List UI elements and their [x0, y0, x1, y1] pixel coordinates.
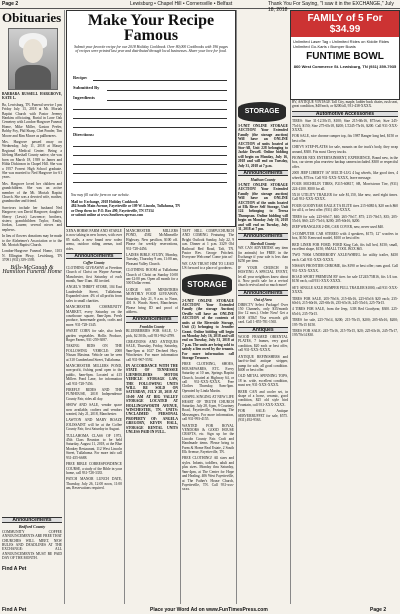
funeral-home-logo: Bills-McGaugh & Hamilton Funeral Home: [2, 264, 62, 276]
funtime-bowl-ad[interactable]: [290, 10, 400, 100]
county-subheading: Franklin County: [139, 324, 165, 329]
automotive-heading: Automotive Accessories: [292, 111, 398, 117]
family-deal-banner: FAMILY of 5 For $34.99: [291, 11, 399, 37]
family-deal-details: Unlimited Laser Tag • Unlimited Rides on Kiddie Rides Unlimited Go-Karts • Bumper Boats: [293, 39, 390, 49]
automotive-classifieds: [292, 100, 398, 604]
classified-item: BEER CAN and cooler set, in shape of a horse, ceramic, good condition, $25 old style bird Fountain, call 931-XXX-XXXX.: [238, 389, 288, 407]
classified-item: WANTED FOR ROYAL VENDORS & GOOD HOUSE CRAFTS, etc. Sign up for the Lincoln County Fair. Craft and Handmade items. Please bring to Farm & Home Real Estate, 2 South Elk Avenue, Fayetteville, TN.: [182, 423, 234, 455]
recipe-mailing-info: Mail to: Exchange, 2018 Holiday Cookbook 484 South Main Avenue, Fayetteville or 109 W. Lincoln, Tullahoma, TN or Drop them to: P.O. Box 490, Fayetteville, TN 37334 or submit online at www.Southern.xpresso.com: [71, 200, 181, 217]
obituary-text: [2, 92, 62, 512]
page-header: [0, 0, 400, 13]
classified-item: ROAD SPORT PREMIUM RV tires for sale LT245/75R16, fits 1/4 ton. $150 each, call 931-XXX-XXXX.: [292, 275, 398, 284]
ingredients-line[interactable]: [73, 127, 227, 128]
classified-item: SET: SINGLE AXLE BUMPER PULL TRAILER $1000, call 931-XXX-XXXX.: [292, 285, 398, 295]
obituary-paragraph: In lieu of flowers donations may be made to the Alzheimer's Association or to the Mt. Moriah Baptist Church.: [2, 234, 62, 247]
coffee-classifieds: [66, 229, 122, 604]
paper-locations: Lewisburg • Chapel Hill • Cornersville • Belfast: [130, 1, 233, 7]
directions-line[interactable]: [73, 155, 227, 156]
classified-item: 5X10 UTILITY TRAILER for sale $1,150, like new, used eight times. Call 931-XXX-XXXX.: [292, 192, 398, 202]
classified-item: CLOTHING ROOM at Tullahoma Church of Christ on Sunday 10:00 am-12:00 pm. Open all month for a 500 Dollar event.: [126, 268, 178, 286]
classified-item: ANTIQUE REFINISHERS and hard-to-find antique stripper, pump for sale, all good condition. $400 or best offer.: [238, 354, 288, 372]
classified-item: TIRES FOR SALE, 205-70r16, 215-65r16, 225-65r16 $20 each; 235-60r16, 215-60r16, 225-60r16, 235-65r16, 245-55r16, 225-70r15.: [292, 296, 398, 306]
classified-item: TWO 7000# UNDERBODY AXLE/WHEEL for utility trailer, $450 each. Call 931-XXX-XXXX.: [292, 253, 398, 262]
submitted-by-label: Submitted By: [73, 85, 100, 90]
classified-item: 2005 JEEP LIBERTY 16" MULTI-LUG 4 lug wheels, like good tires, 4 wheels, $75/ea. Call 931-XXX-XXXX, leave message.: [292, 171, 398, 180]
recipe-field-label: Recipe:: [73, 75, 88, 80]
classified-item: LAWTON AND MARY BOAZE JOLISSAINT will be at the Coffee County Fair, first Saturday in August.: [66, 418, 122, 432]
classified-item: 3-UNIT ONLINE STORAGE AUCTION! Your Extended Family (the storage auction) Will have an ONLINE AUCTION of units located at Stor-All, Unit 228 belonging to Jackie Dowell. Online bidding will begin on Monday, July 16, 2018 and will end on Tuesday, July 31, 2018 at 7 p.m.: [238, 124, 288, 168]
announcements-heading: Announcements: [126, 316, 178, 322]
classified-item: 3-UNIT ONLINE STORAGE AUCTION! Your Extended Family (the storage auction) Will have an ONLINE AUCTION of the units located at Elk River Self Storage, Unit 124 belonging to Teresa Thompson. Online bidding will begin on Monday July 16, 2018 and will end on Tuesday, July 31, 2018 at 7 pm.: [238, 182, 288, 231]
ingredients-label: Ingredients: [73, 95, 95, 100]
submitted-by-line[interactable]: [107, 90, 227, 91]
classified-item: FOR SALE: Antique SERVERBUFFET for sale, $575. (931) 492-9563.: [238, 409, 288, 422]
classified-item: CREATIONS AND ANTIQUES SALE, Thursday, Friday, Saturday, 9am-5pm at 1027 Decherd Hwy. Winchester. For more information call 931-967-5592.: [126, 339, 178, 362]
classified-item: GOSPEL SINGING AT NEW LIFE HEART OF TRUTH CHURCH Saturday, July 28, 6 pm, 9 Courtney Road, Fayetteville, Featuring The Messengers. For more information, call 931-993-4155.: [182, 395, 234, 422]
classified-item: WOOD FRAMED ORIENTAL PLATES, 7 frames, very good condition, $20 each or best offer, call 931-XXX-XXXX.: [238, 335, 288, 353]
classified-item: ANGEL'S THRIFT STORE, 104 East Lauderdale Street, Tullahoma. Expanded store. 4% of all profits from sales to small charities.: [66, 285, 122, 303]
lincoln-classifieds: [182, 229, 234, 604]
classified-item: JEEP WRANGLER 2-DR, CAR COVER, new, never used $40.: [292, 225, 384, 230]
classified-item: FREE BIBLE CORRESPONDENCE COURSE, a study of the Bible in your home, call 931-728-3335.: [66, 462, 122, 475]
classified-item: TAFT HILL COMPUCHURCH AND COMING Featuring The Bright Outlook Sunday, July 22, 9 a.m. Dinner at 1 p.m. 3329 Old Railroad Bed Road, Taft, TN. Pastor Rev. George Pritchett. Everyone Welcome! Come join us!: [182, 229, 234, 260]
classified-item: SWEET CORN for sale, also fresh garden vegetables. Hollis Produce, Roger Farms, 931-259-3087.: [66, 329, 122, 342]
franklin-classifieds: [126, 229, 178, 604]
classified-item: LADIES BIBLE STUDY, Monday, Tuesday, Thursday 9 am, 11:00 am, Pleasant Valley Church.: [126, 253, 178, 266]
storage-auction-logo: STORAGE: [182, 274, 232, 296]
classified-item: MANCHESTER MILLERS POND, 4582 McMinnville Highway. New pavilion, $100 off. Please for weekly reservations, 931-728-4456.: [126, 229, 178, 251]
column-divider: [64, 10, 65, 604]
antiques-heading: Antiques: [238, 327, 288, 333]
classified-item: XENA HORSE FARM AND STABLE is now taking in new horses, with over 85 stalls, a new brand new rodeo arena, outdoor riding arenas, trail rides.: [66, 229, 122, 251]
footer-right: Page 2: [370, 607, 387, 613]
classified-item: IF YOUR CHURCH IS HOSTING A SPECIAL EVENT, let all your neighbors know about it. Now profit sale for a revival church revival and so much more!: [238, 265, 288, 288]
classified-item: FREE CLOTHING, SHOES, HOUSEWARES, ETC. Every Saturday at 10 am, Springs Baptist Church, located at Highway 64, or call 931-XXX-XXXX. Free Clothes Thursday, 8am-3pm. Operated by Linda Martin.: [182, 362, 234, 393]
announcements-heading: Announcements: [238, 170, 288, 176]
classified-item: PATCH MANOR LUNCH DATE, Thursday, July 26, 12:00 noon, 11:00 am, Reservations required.: [66, 477, 122, 491]
classified-item: 3-COMPUTER CAR STEREO with 4 speakers, $175; 12" woofers in box, $150. Kenwood model, $100 or best offer.: [292, 231, 398, 241]
classified-item: MANCHESTER COMMUNITY MARKET, every Saturday on the courthouse square, 8am-2pm. Fresh produce, homemade goods, crafts and more. 931-728-1345.: [66, 305, 122, 327]
county-subheading: Bedford County: [18, 524, 46, 530]
classified-item: NISSAN FRONTIER CHROME, fits $190 or best offer; runs good. Call 931-XXX-XXXX.: [292, 264, 398, 273]
classified-item: FREE CLOTHING! All sizes and styles. Infants, toddlers, adult and plus sizes. Monday thru Saturday, 9am-4pm, at The Center for Hope and Healing. 406 West Fayetteville, at The Father's House Church, Fayetteville, TN. Call 931-xxx-xxxx.: [182, 456, 234, 492]
classified-item: BED LINER FOR FORD, FORD King Cab, fits full bed, $150; small, excellent shape, $150; SMALL TOOL BOX $65.: [292, 242, 398, 251]
recipe-subtitle: Submit your favorite recipe for our 2018 Holiday Cookbook. Over 80,000 Cookbooks with 196 pages of recipes were printed last year and distributed through local businesses. Share your love for food.: [74, 45, 228, 54]
obituary-paragraph: Survivors include her husband Ned Hargrove; son David Hargrove; daughter Sherry (Lewis) Lawrence; brothers, sisters; grandchildren Taylor, Emily, Jordan, Lauren; several nieces and nephews.: [2, 205, 62, 232]
storage-auction-logo: STORAGE: [238, 102, 286, 122]
recipe-name-line[interactable]: [93, 80, 227, 81]
classified-item: CLOTHING GIVEAWAY at Freedom Church of Christ on Wayne Avenue, Manchester, first Saturday of each month, 9am-11am. All invited.: [66, 265, 122, 284]
column-divider: [180, 228, 181, 604]
find-pet-label: Find A Pet: [2, 565, 27, 572]
ingredients-line[interactable]: [73, 109, 227, 110]
classified-item: 4 TIRES FOR SALE, from the Jeep, 3.5R Red Goodyear, $300. 225-65r16, 235-70r15.: [292, 307, 398, 316]
county-subheading: Coffee County: [83, 261, 105, 266]
classified-item: SHOW AND SALE, vendor space now available, crafters and vendors wanted, July 21, 2018, Manchester.: [66, 403, 122, 417]
classified-item: RV, ANTIQUE VINTAGE Tall City, maple, ladder back chairs, rush seat, great condition, $40/each, or $200/all, 931-438-XXXX.: [292, 100, 398, 109]
funtime-bowl-address: 860 West Commerce St. Lewisburg, TN (931) 359-7935: [293, 64, 397, 69]
marshall-classifieds: [238, 100, 288, 604]
county-subheading: Out of Area: [254, 298, 272, 303]
classified-item: IN ACCORDANCE WITH THE STATE OF TENNESSEE LIENHOLDERS MOTOR VEHICLE STORAGE LAW, THE FOLLOWING UNITS WILL BE SOLD ON SATURDAY, JULY 28, 2018 AT 10:00 AM AT BIG VALLEY STORAGE LOCATED AT HOLLINGSWORTH AVENUE, WINCHESTER, TN. UNITS: UNCLAIMED PERSONAL PROPERTY OF: ANGELA GREGORY, KEVIN HALL, STORAGE RENTAL UNITS UNLESS PAID IN FULL.: [126, 363, 178, 435]
directions-line[interactable]: [73, 182, 227, 183]
announcements-heading: Announcements: [2, 517, 62, 523]
obituary-photo: [8, 28, 58, 90]
ingredients-line[interactable]: [107, 100, 227, 101]
announcements-heading: Announcements: [66, 253, 122, 259]
classified-item: OLD METAL SPINNING TOPS, 18 in. wide, excellent condition, must see, 931-XXX-XXXX.: [238, 374, 288, 388]
classified-item: DIRECTV Select Package! Over 150 Channels, only $35/month (for 12 mos.). Order Now! Get a $100 AT&T Visa rewards gift card. Call 1-855-781-1565.: [238, 302, 288, 325]
obituary-paragraph: London-Hargrove Funeral Home, 1103 N. Ellington Pkwy, Lewisburg, TN 37091 (931) 359-1595.: [2, 249, 62, 263]
announcement-text: COMMUNITY COFFEE ANNOUNCEMENTS ARE FREE THAT CHURCHES WILL MEET, NEW RULES AND DEADLINES AT THE EXCHANGE: ALL ANNOUNCEMENTS MUST BE PAID DAY OF THE MONTH.: [2, 529, 62, 561]
classified-item: FOUR MICHELIN TIRES, P215-60R17, SB, Morristown Tire, (931) 224-4100. $500 for all.: [292, 182, 398, 191]
recipe-title: Make Your Recipe Famous: [87, 12, 215, 44]
classified-item: TIRES for sale, 225-70r14, $200; 215-70r15, $200; 205-65r16, $200; 195-70r15 $150.: [292, 318, 398, 327]
classified-item: BLUEBERRIES FOR SALE, U-pick, $2.50/lb, call 931-962-4789.: [126, 329, 178, 338]
classified-item: WE CAN TRUST HIM TO LEAD US forward to a place of goodness.: [182, 261, 234, 271]
column-divider: [236, 10, 237, 604]
footer-center[interactable]: Place your Word Ad on www.FunTimesPress.com: [150, 607, 268, 613]
column-divider: [290, 100, 291, 604]
directions-line[interactable]: [73, 146, 227, 147]
recipe-form: [66, 10, 236, 227]
classified-item: 2-UNIT ONLINE STORAGE AUCTION! Your Extended Family (the storage Auction) Orville will have an ONLINE AUCTION of the contents of units at the Riverside Storage, Unit (2) belonging to Jennifer Grant. Online bidding will begin on Monday July 16, 2018 and will end on Tuesday, July 31, 2018 at 7 p.m. The units are being sold to satisfy a lien owed by the tenants. For more information call Storage Treasure.: [182, 298, 234, 360]
classified-item: TIRES for sale, 225-60r17, $40; 265-70r17, $75; 215-70r15, $35; 205-55r16, $60; 225-75r16, $200; 205-60r16, $200.: [292, 214, 398, 223]
classified-item: WE CAN ADVERTISE any item (in animals) for FREE in the Exchange if your sale is less than $250 per item.: [238, 246, 288, 264]
classified-item: TIRES FOR SALE: 245-75r16, 215-70r15, $20; 225-65r16, 245-75r17, 195/70r14 $30.: [292, 329, 398, 338]
classified-item: MANCHESTER MILLERS POND, non-profit, fishing pond open to the public, 6am-6pm. Located at 415 Millers Pond Lane, for information call 931-728-7456.: [66, 363, 122, 386]
obituary-paragraph: Bo, Lewisburg, TN. Funeral service 1 pm Friday July 13, 2018 at Mt. Moriah Baptist Church with Pastor Jeremy Hankins officiating. Burial in Lone Oak Cemetery with London-Hargrove Funeral Home, Mike Miller, Gaston Peeler, Bobby Foy, Phil Sharp, Chet Ponder, Tim Moore and Rim Moore as pallbearers.: [2, 102, 62, 138]
obituary-paragraph: Mrs. Hargrove passed away on Wednesday, July 11, 2018 at Maury Regional Medical Center. Being a lifelong Marshall County native, she was born on March 18, 1939 to James and Hilda Dickinson in Chapel Hill. She was a 1957 Forrest High School graduate. She was married to Ned Hargrove for 61 years.: [2, 140, 62, 180]
classified-item: TAKING BIDS ON THE FOLLOWING VEHICLE: 2000 Nissan Maxima. Vehicle can be seen at 310 Cumberland Street, Tullahoma.: [66, 344, 122, 362]
classified-item: LODGE 605 MINISTRIES MONTHLY FOOD GIVEAWAY, Saturday, July 21, 9 a.m. to Noon, 401 S. Woods Street, Manchester. Please bring ID and proof of address.: [126, 287, 178, 314]
obituary-paragraph: Mrs. Hargrove loved her children and grandchildren. She was an active member of the Mt. Moriah Baptist Church. She was a devoted wife, mother, grandmother and friend.: [2, 181, 62, 204]
announcements-heading: Announcements: [238, 233, 288, 239]
directions-line[interactable]: [73, 173, 227, 174]
obituaries-heading: Obituaries: [2, 10, 62, 25]
classified-item: TULLAHOMA CLASS OF 1973, 45th Class Reunion to be held Saturday, August 11, 2018, at the Blue Monkey Restaurant, 112 West Lincoln Street, Tullahoma. For more info call 931-455-6688.: [66, 433, 122, 460]
classified-item: TIRES: Size 31-12.50r15, $100; Size 215-60r16, $75/set; Size 245-75r16, $150; Size 275-65r18, $200; LT245-75r16, $200. Call 931-XXX-XXXX.: [292, 119, 398, 133]
classified-item: PIONEER NEX ENTERTAINMENT, EXPERIENCE, Brand new, in the box, car stereo plus rearview backup camera included. $300 or respectful offer.: [292, 156, 398, 169]
page-footer: [0, 606, 400, 614]
ingredients-line[interactable]: [73, 118, 227, 119]
footer-left: Find A Pet: [2, 607, 27, 613]
obituary-name: BARBARA RUSSELL HARGROVE, KATE L.: [2, 92, 62, 101]
county-subheading: Marshall County: [250, 241, 276, 246]
classified-item: CHEVY STEP-PLATES for sale, mounts on the truck's body, they wrap around, $300. Fits most Chevy trucks.: [292, 145, 398, 154]
page-number: Page 2: [2, 1, 19, 7]
classified-item: FOUR GOODYEAR EAGLE TA ELITE tires 215-60R16, $20 each $60 for all 4, or best offer. (931) 410-XXXX.: [292, 203, 398, 213]
column-divider: [124, 228, 125, 604]
issue-date: Thank You For Saying, "I saw it in the EXCHANGE," July 18, 2018: [268, 1, 394, 13]
announcements-heading: Announcements: [238, 290, 288, 296]
classified-item: FOR SALE, nice chrome camper top, fits 1987 Ranger long bed, $150 or best offer.: [292, 134, 398, 143]
county-subheading: Madison County: [250, 178, 276, 183]
directions-line[interactable]: [73, 164, 227, 165]
recipe-note: You may fill out the form on our website.: [71, 193, 130, 197]
classified-item: FIREFLY RIDES AND THE FUNHOUSE, 2018 Independence County Fair, rides all day.: [66, 388, 122, 401]
bedford-announcements: [2, 515, 62, 603]
directions-label: Directions:: [73, 132, 95, 137]
funtime-bowl-name: FUNTIME BOWL: [306, 51, 384, 62]
